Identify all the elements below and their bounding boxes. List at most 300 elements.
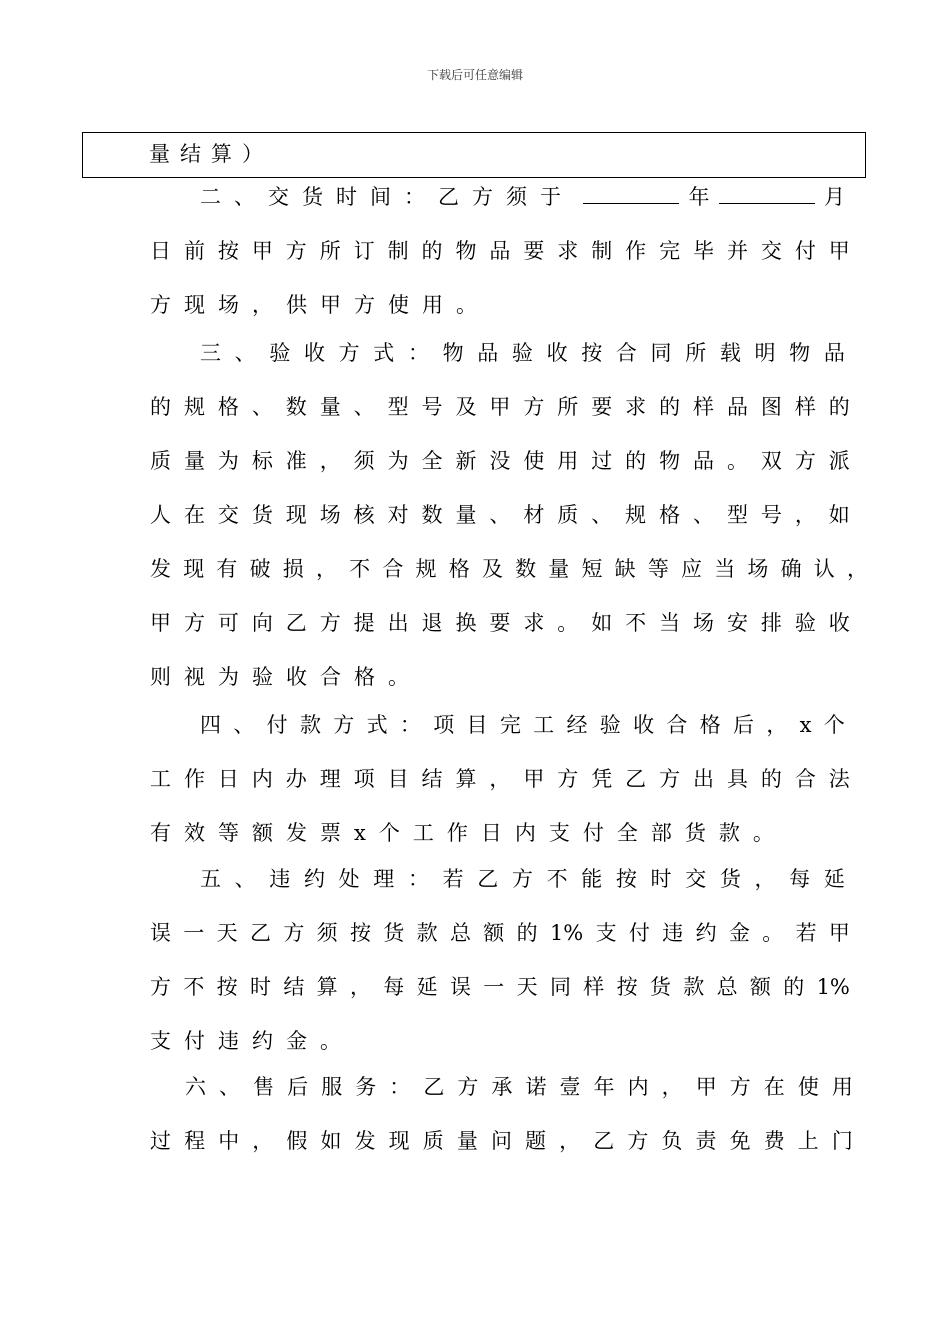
char: 按 (616, 975, 638, 999)
char: 天 (516, 975, 538, 999)
char: 凭 (591, 767, 613, 791)
char: 物 (659, 449, 681, 473)
char: 结 (421, 767, 443, 791)
char: 货 (383, 921, 405, 945)
char: 完 (499, 713, 521, 737)
char: 目 (387, 767, 409, 791)
char: 则 (150, 665, 171, 689)
char: 年 (593, 1075, 615, 1099)
char: 货 (251, 503, 273, 527)
char: 后 (733, 713, 754, 737)
char: 约 (695, 921, 717, 945)
char: 格 (217, 395, 239, 419)
char: 门 (831, 1129, 853, 1153)
char: ， (754, 867, 776, 891)
char: 过 (591, 449, 613, 473)
char: 付 (266, 713, 288, 737)
char: 违 (218, 1029, 239, 1053)
char: 数 (515, 557, 537, 581)
char: 诺 (525, 1075, 547, 1099)
char: 规 (415, 557, 437, 581)
char: 一 (183, 921, 205, 945)
char: 按 (615, 867, 637, 891)
char: ： (407, 341, 429, 365)
char: 标 (251, 449, 273, 473)
char: 不 (546, 867, 568, 891)
char: 上 (797, 1129, 819, 1153)
char: 项 (433, 713, 455, 737)
char: 所 (319, 239, 341, 263)
table-cell-box (82, 132, 866, 178)
char: 使 (797, 1075, 819, 1099)
char: 验 (599, 713, 621, 737)
char: 品 (823, 341, 845, 365)
char: 、 (489, 503, 511, 527)
char: 样 (693, 395, 714, 419)
paragraph-3-line-3 (150, 447, 850, 475)
char: 方 (333, 713, 355, 737)
char: 乙 (249, 921, 271, 945)
paragraph-5-line-3 (150, 973, 850, 1001)
char: 供 (286, 293, 307, 317)
char: ， (846, 557, 868, 581)
char: 若 (795, 921, 817, 945)
char: ， (252, 1129, 274, 1153)
char: 对 (387, 503, 409, 527)
char: 收 (286, 665, 307, 689)
char: 发 (354, 1129, 376, 1153)
char: 。 (557, 611, 579, 635)
char: 问 (490, 1129, 512, 1153)
char: 天 (216, 921, 238, 945)
char: 量 (455, 503, 477, 527)
char: 工 (412, 821, 434, 845)
char: 方 (319, 611, 341, 635)
paragraph-6-line-1 (185, 1073, 853, 1101)
char: 额 (252, 821, 273, 845)
char: 内 (514, 821, 536, 845)
char: 格 (659, 503, 681, 527)
char: 求 (557, 239, 579, 263)
char: 甲 (150, 611, 171, 635)
char: 承 (491, 1075, 513, 1099)
char: 项 (353, 767, 375, 791)
char: 品 (693, 449, 714, 473)
char: 换 (455, 611, 477, 635)
char: 品 (489, 239, 511, 263)
char: 认 (813, 557, 835, 581)
char: 在 (763, 1075, 785, 1099)
char: 并 (726, 239, 748, 263)
char: 每 (789, 867, 811, 891)
char: 违 (269, 867, 291, 891)
char: 甲 (489, 395, 511, 419)
char: 收 (828, 611, 850, 635)
char: 向 (251, 611, 273, 635)
char: 用 (557, 449, 579, 473)
char: 处 (338, 867, 360, 891)
char: 一 (483, 975, 505, 999)
char: 规 (625, 503, 647, 527)
char: 1% (549, 921, 584, 945)
char: 货 (684, 821, 706, 845)
char: 免 (729, 1129, 751, 1153)
char: 、 (353, 395, 375, 419)
char: 毕 (693, 239, 714, 263)
char: 总 (449, 921, 471, 945)
char: 品 (726, 395, 748, 419)
char: 支 (150, 1029, 171, 1053)
char: 。 (726, 449, 748, 473)
char: ， (489, 767, 511, 791)
char: 中 (218, 1129, 240, 1153)
paragraph-3-line-6 (150, 609, 850, 637)
char: 方 (729, 1075, 751, 1099)
char: 方 (457, 1075, 479, 1099)
char: 合 (320, 665, 341, 689)
char: 甲 (828, 921, 850, 945)
char: 没 (489, 449, 511, 473)
paragraph-3-line-5 (150, 555, 868, 583)
box-text: 量结算） (149, 142, 273, 166)
char: 破 (249, 557, 271, 581)
char: 量 (183, 449, 205, 473)
char: 方 (150, 293, 171, 317)
month-label: 月 (824, 185, 845, 209)
char: 乙 (285, 611, 307, 635)
char: 约 (303, 867, 325, 891)
char: x (799, 713, 812, 737)
char: 日 (150, 239, 171, 263)
char: 结 (283, 975, 305, 999)
char: 式 (366, 713, 388, 737)
char: 质 (422, 1129, 444, 1153)
char: 按 (581, 341, 603, 365)
char: 完 (659, 239, 681, 263)
char: 及 (481, 557, 503, 581)
char: 不 (349, 557, 371, 581)
char: 方 (285, 239, 307, 263)
char: 款 (718, 821, 740, 845)
char: 派 (828, 449, 850, 473)
char: 现 (285, 503, 307, 527)
char: 验 (252, 665, 273, 689)
char: 号 (421, 395, 443, 419)
char: 退 (421, 611, 443, 635)
char: ， (794, 503, 816, 527)
char: 总 (716, 975, 738, 999)
char: 延 (416, 975, 438, 999)
char: 质 (557, 503, 579, 527)
char: 延 (823, 867, 845, 891)
char: 日 (480, 821, 502, 845)
char: 内 (627, 1075, 649, 1099)
char: 视 (184, 665, 205, 689)
char: ， (349, 975, 371, 999)
char: 所 (685, 341, 707, 365)
char: 服 (321, 1075, 343, 1099)
paragraph-6-line-2 (150, 1127, 853, 1155)
char: 图 (760, 395, 782, 419)
char: 出 (693, 767, 714, 791)
char: 每 (383, 975, 405, 999)
char: 的 (760, 767, 782, 791)
char: 的 (150, 395, 171, 419)
char: ， (315, 557, 337, 581)
char: 提 (353, 611, 375, 635)
char: 按 (217, 239, 239, 263)
char: 四 (200, 713, 221, 737)
char: 部 (650, 821, 672, 845)
char: 如 (320, 1129, 342, 1153)
paragraph-4-line-3 (150, 819, 850, 847)
paragraph-5-line-4 (150, 1027, 850, 1055)
char: 收 (546, 341, 568, 365)
char: 五 (200, 867, 221, 891)
char: 按 (349, 921, 371, 945)
char: 方 (627, 1129, 649, 1153)
char: 误 (449, 975, 471, 999)
char: 个 (378, 821, 400, 845)
char: ， (661, 1075, 683, 1099)
char: 、 (693, 503, 714, 527)
char: 求 (625, 395, 647, 419)
char: 。 (456, 293, 477, 317)
char: 现 (388, 1129, 410, 1153)
char: ， (252, 293, 273, 317)
char: 、 (233, 713, 255, 737)
char: 方 (283, 921, 305, 945)
char: 当 (659, 611, 681, 635)
char: 付 (582, 821, 604, 845)
char: 收 (303, 341, 325, 365)
paragraph-3-line-2 (150, 393, 850, 421)
char: x (354, 821, 366, 845)
char: 式 (373, 341, 395, 365)
char: 全 (421, 449, 443, 473)
char: 人 (150, 503, 171, 527)
char: 型 (387, 395, 409, 419)
paragraph-2-line-3 (150, 291, 850, 319)
char: 出 (387, 611, 409, 635)
char: 责 (695, 1129, 717, 1153)
char: 若 (442, 867, 464, 891)
char: 约 (252, 1029, 273, 1053)
char: 所 (557, 395, 579, 419)
char: ， (559, 1129, 581, 1153)
paragraph-4-line-1 (200, 711, 845, 739)
char: 等 (647, 557, 669, 581)
char: 支 (548, 821, 570, 845)
char: 。 (388, 665, 409, 689)
char: 款 (299, 713, 321, 737)
char: 须 (353, 449, 375, 473)
char: 要 (489, 611, 511, 635)
char: 效 (184, 821, 205, 845)
char: 有 (150, 821, 171, 845)
char: 理 (319, 767, 341, 791)
char: 法 (828, 767, 850, 791)
char: 制 (387, 239, 409, 263)
char: 金 (728, 921, 750, 945)
char: 目 (466, 713, 488, 737)
char: 假 (286, 1129, 308, 1153)
char: 货 (649, 975, 671, 999)
char: 费 (763, 1129, 785, 1153)
char: 的 (625, 449, 647, 473)
char: 场 (693, 611, 714, 635)
char: 题 (525, 1129, 547, 1153)
char: 的 (516, 921, 538, 945)
char: 质 (150, 449, 171, 473)
char: 准 (285, 449, 307, 473)
char: 验 (511, 341, 533, 365)
char: 甲 (828, 239, 850, 263)
char: 要 (523, 239, 545, 263)
paragraph-3-line-1 (200, 339, 845, 367)
char: 方 (338, 341, 360, 365)
char: 物 (455, 239, 477, 263)
char: 作 (446, 821, 468, 845)
char: 数 (421, 503, 443, 527)
char: 确 (780, 557, 802, 581)
char: 为 (218, 665, 239, 689)
char: 规 (183, 395, 205, 419)
char: 方 (354, 293, 375, 317)
paragraph-3-line-7 (150, 663, 850, 691)
char: 工 (533, 713, 555, 737)
char: 验 (794, 611, 816, 635)
char: 时 (249, 975, 271, 999)
paragraph-5-line-1 (200, 865, 845, 893)
char: 量 (319, 395, 341, 419)
char: 有 (216, 557, 238, 581)
char: 不 (183, 975, 205, 999)
char: 新 (455, 449, 477, 473)
char: 乙 (423, 1075, 445, 1099)
char: 金 (286, 1029, 307, 1053)
char: 办 (285, 767, 307, 791)
char: 甲 (320, 293, 341, 317)
char: 等 (218, 821, 239, 845)
char: 当 (714, 557, 736, 581)
char: 交 (685, 867, 707, 891)
char: 1% (816, 975, 850, 999)
char: 格 (354, 665, 375, 689)
char: 方 (183, 611, 205, 635)
char: 负 (661, 1129, 683, 1153)
char: 如 (828, 503, 850, 527)
char: 、 (219, 1075, 241, 1099)
char: 乙 (593, 1129, 615, 1153)
char: 过 (150, 1129, 171, 1153)
char: 数 (285, 395, 307, 419)
char: 付 (628, 921, 650, 945)
char: 乙 (477, 867, 499, 891)
char: 具 (726, 767, 748, 791)
paragraph-3-line-4 (150, 501, 850, 529)
char: 甲 (695, 1075, 717, 1099)
char: 格 (448, 557, 470, 581)
char: 如 (591, 611, 613, 635)
char: 同 (650, 341, 672, 365)
char: 算 (316, 975, 338, 999)
char: 全 (616, 821, 638, 845)
char: 、 (234, 867, 256, 891)
char: 验 (269, 341, 291, 365)
char: 的 (828, 395, 850, 419)
char: 的 (783, 975, 805, 999)
char: 号 (760, 503, 782, 527)
char: 双 (760, 449, 782, 473)
paragraph-2-line-1 (200, 183, 845, 211)
char: 为 (217, 449, 239, 473)
char: 前 (183, 239, 205, 263)
char: 算 (455, 767, 477, 791)
page-header-note: 下载后可任意编辑 (426, 68, 523, 82)
char: 合 (382, 557, 404, 581)
char: 材 (523, 503, 545, 527)
char: 甲 (523, 767, 545, 791)
char: 物 (789, 341, 811, 365)
paragraph-2-line-2 (150, 237, 850, 265)
char: 的 (421, 239, 443, 263)
char: 方 (150, 975, 171, 999)
char: 物 (442, 341, 464, 365)
char: 使 (523, 449, 545, 473)
char: 误 (150, 921, 171, 945)
blank-year-field (583, 183, 679, 204)
char: 方 (794, 449, 816, 473)
char: 样 (794, 395, 816, 419)
char: ， (319, 449, 341, 473)
char: 现 (183, 557, 205, 581)
char: 场 (218, 293, 239, 317)
char: 发 (286, 821, 307, 845)
char: 能 (581, 867, 603, 891)
char: 按 (216, 975, 238, 999)
char: ， (766, 713, 788, 737)
char: 额 (749, 975, 771, 999)
char: 交 (760, 239, 782, 263)
char: 交 (217, 503, 239, 527)
char: ： (399, 713, 421, 737)
char: 为 (387, 449, 409, 473)
char: 量 (548, 557, 570, 581)
char: 量 (456, 1129, 478, 1153)
char: 额 (483, 921, 505, 945)
char: 用 (422, 293, 443, 317)
char: 工 (150, 767, 171, 791)
char: 内 (251, 767, 273, 791)
char: 品 (477, 341, 499, 365)
char: 样 (583, 975, 605, 999)
char: 合 (794, 767, 816, 791)
year-label: 年 (688, 185, 710, 209)
char: 个 (823, 713, 845, 737)
char: 票 (320, 821, 341, 845)
char: 的 (659, 395, 681, 419)
char: 同 (549, 975, 571, 999)
char: 乙 (625, 767, 647, 791)
char: ： (389, 1075, 411, 1099)
char: 作 (625, 239, 647, 263)
char: 、 (251, 395, 273, 419)
char: 务 (355, 1075, 377, 1099)
clause-2-heading: 二、交货时间：乙方须于 (200, 185, 574, 209)
char: 、 (591, 503, 613, 527)
char: 方 (659, 767, 681, 791)
